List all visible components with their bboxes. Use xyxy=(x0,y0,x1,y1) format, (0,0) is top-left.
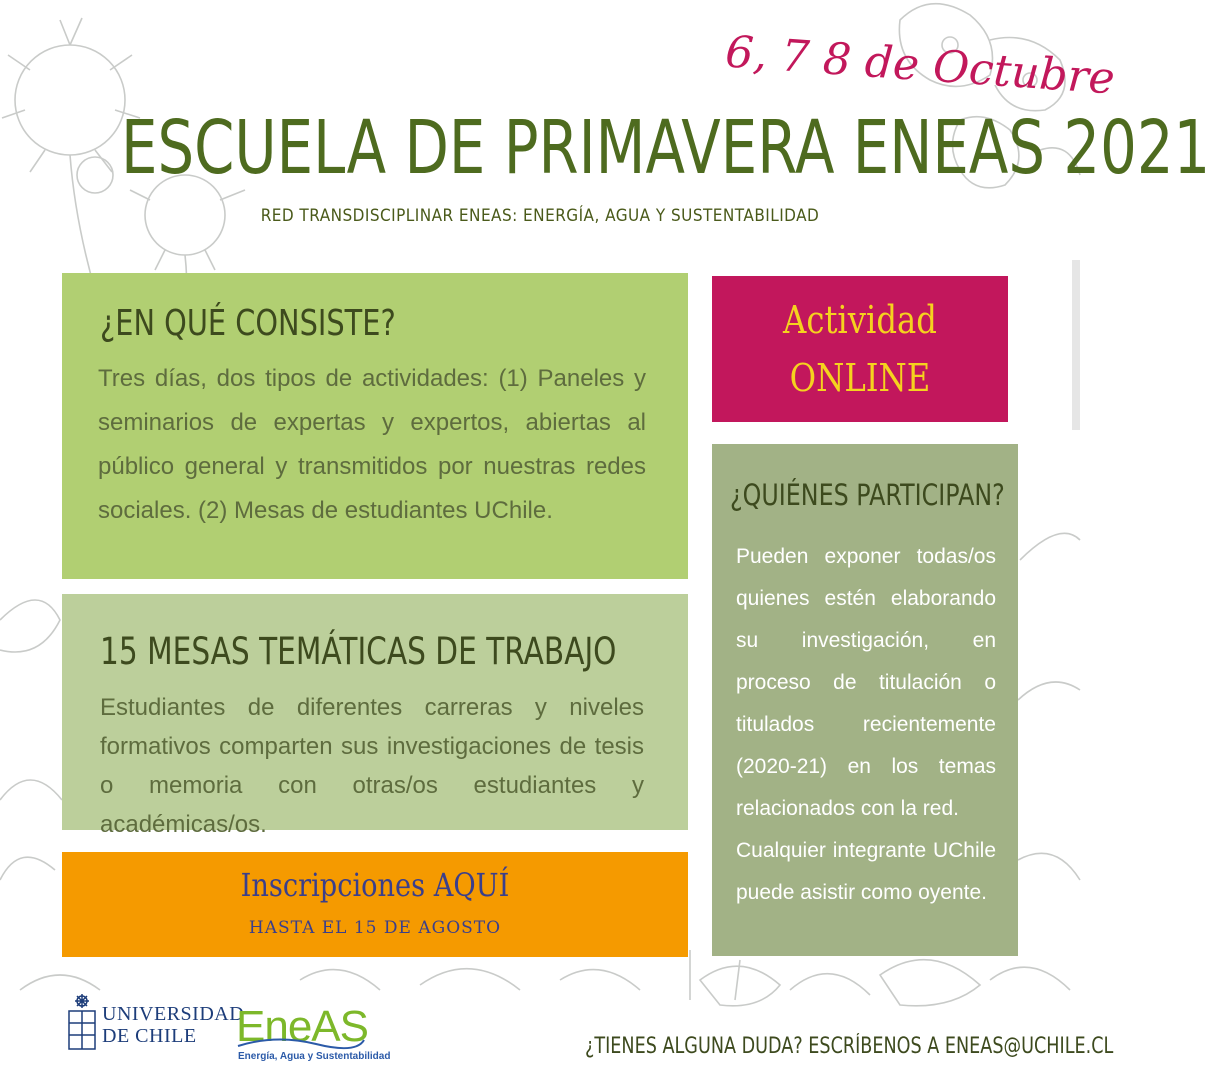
inscripciones-button[interactable] xyxy=(62,852,688,957)
eneas-logo: EneAS xyxy=(236,1002,368,1051)
inscripciones-title[interactable]: Inscripciones AQUÍ xyxy=(240,866,510,904)
page-title: ESCUELA DE PRIMAVERA ENEAS 2021 xyxy=(121,105,1210,191)
consiste-heading: ¿EN QUÉ CONSISTE? xyxy=(100,303,396,344)
participan-panel xyxy=(712,444,1018,956)
actividad-line1: Actividad xyxy=(783,298,937,342)
university-crest-icon xyxy=(66,993,98,1053)
participan-body-oyente: Cualquier integrante UChile puede asistir como oyente. xyxy=(736,839,996,904)
mesas-body: Estudiantes de diferentes carreras y niveles formativos comparten sus investigaciones de tesis o memoria con otras/os estudiantes y académicas/os. xyxy=(100,694,644,838)
actividad-online-badge xyxy=(712,276,1008,422)
consiste-panel xyxy=(62,273,688,579)
contact-email-link[interactable]: ¿TIENES ALGUNA DUDA? ESCRÍBENOS A ENEAS@UCHILE.CL xyxy=(585,1034,1114,1059)
uni-name-line1: UNIVERSIDAD xyxy=(102,1003,245,1025)
eneas-tagline: Energía, Agua y Sustentabilidad xyxy=(238,1051,391,1062)
participan-heading: ¿QUIÉNES PARTICIPAN? xyxy=(730,478,1005,512)
consiste-body: Tres días, dos tipos de actividades: (1) Paneles y seminarios de expertas y expertos, abiertas al público general y transmitidos por nuestras redes sociales. (2) Mesas de estudiantes UChile. xyxy=(98,365,646,524)
uni-name-line2: DE CHILE xyxy=(102,1025,197,1047)
event-date: 6, 7 8 de Octubre xyxy=(723,26,1117,105)
mesas-panel xyxy=(62,594,688,838)
eneas-wave-icon xyxy=(236,1036,366,1050)
inscripciones-deadline: HASTA EL 15 DE AGOSTO xyxy=(248,918,502,938)
participan-body xyxy=(736,536,996,914)
page-subtitle: RED TRANSDISCIPLINAR ENEAS: ENERGÍA, AGUA Y SUSTENTABILIDAD xyxy=(260,206,820,226)
actividad-line2: ONLINE xyxy=(789,356,931,400)
mesas-heading: 15 MESAS TEMÁTICAS DE TRABAJO xyxy=(100,630,617,673)
universidad-de-chile-logo xyxy=(66,993,245,1063)
participan-body-main: Pueden exponer todas/os quienes estén elaborando su investigación, en proceso de titulación o titulados recientemente (2020-21) en los temas relacionados con la red. xyxy=(736,545,996,820)
